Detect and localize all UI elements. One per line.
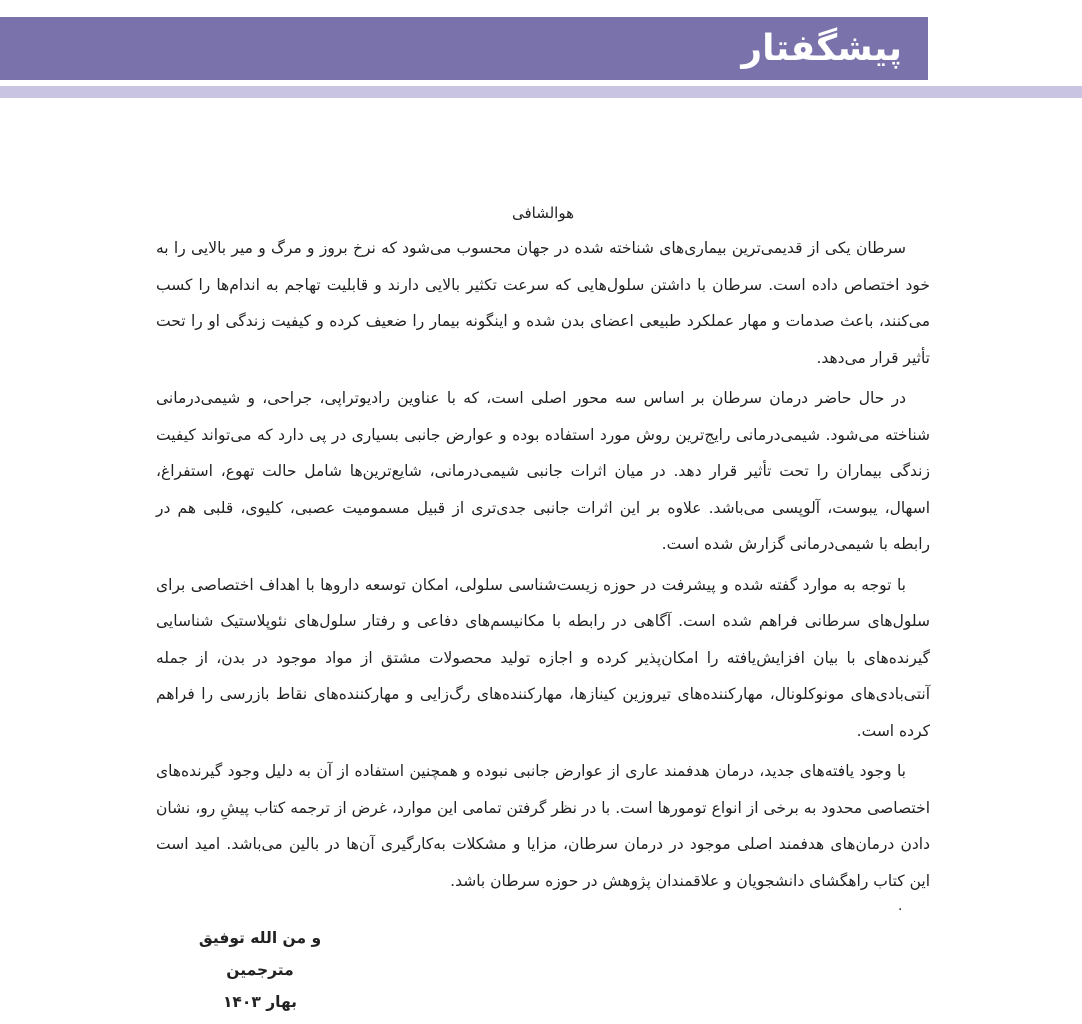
preface-body: [156, 196, 930, 903]
signature-block: [190, 922, 330, 1018]
closing-line: و من الله توفیق: [198, 929, 322, 947]
paragraph-3: با توجه به موارد گفته شده و پیشرفت در حوزه زیست‌شناسی سلولی، امکان توسعه داروها با اهداف اختصاصی برای سلول‌های سرطانی فراهم شده است. آگاهی در رابطه با مکانیسم‌های دفاعی و رفتار سلول‌های نئوپلاستیک شناسایی گیرنده‌های با بیان افزایش‌یافته را امکان‌پذیر کرده و اجازه تولید محصولات مشتق از مواد موجود در بدن، از جمله آنتی‌بادی‌های مونوکلونال، مهارکننده‌های تیروزین کینازها، مهارکننده‌های رگ‌زایی و مهارکننده‌های نقاط بازرسی را فراهم کرده است.: [156, 575, 930, 740]
paragraph-1: سرطان یکی از قدیمی‌ترین بیماری‌های شناخته شده در جهان محسوب می‌شود که نرخ بروز و مرگ و میر بالایی را به خود اختصاص داده است. سرطان با داشتن سلول‌هایی که سرعت تکثیر بالایی دارند و قابلیت تهاجم به اندام‌ها را کسب می‌کنند، باعث صدمات و مهار عملکرد طبیعی اعضای بدن شده و اینگونه بیمار را ضعیف کرده و کیفیت زندگی او را تحت تأثیر قرار می‌دهد.: [156, 239, 930, 367]
header-bar: [0, 17, 928, 80]
stray-mark: .: [898, 898, 903, 914]
paragraph-2: در حال حاضر درمان سرطان بر اساس سه محور اصلی است، که با عناوین رادیوتراپی، جراحی، و شیمی‌درمانی شناخته می‌شود. شیمی‌درمانی رایج‌ترین روش مورد استفاده بوده و عوارض جانبی بسیاری در پی دارد که می‌تواند کیفیت زندگی بیماران را تحت تأثیر قرار دهد. در میان اثرات جانبی شیمی‌درمانی، شایع‌ترین‌ها شامل حالت تهوع، استفراغ، اسهال، یبوست، آلوپسی می‌باشد. علاوه بر این اثرات جانبی جدی‌تری از قبیل مسمومیت عصبی، کلیوی، قلبی هم در رابطه با شیمی‌درمانی گزارش شده است.: [156, 389, 930, 553]
signature-author: مترجمین: [226, 961, 294, 979]
invocation: هوالشافی: [511, 204, 575, 222]
page-title: پیشگفتار: [741, 28, 902, 69]
signature-date: بهار ۱۴۰۳: [222, 993, 298, 1011]
header-divider-strip: [0, 86, 1082, 98]
paragraph-4: با وجود یافته‌های جدید، درمان هدفمند عاری از عوارض جانبی نبوده و همچنین استفاده از آن به دلیل وجود گیرنده‌های اختصاصی محدود به برخی از انواع تومورها است. با در نظر گرفتن تمامی این موارد، غرض از ترجمه کتاب پیشِ رو، نشان دادن درمان‌های هدفمند اصلی موجود در درمان سرطان، مزایا و مشکلات به‌کارگیری آن‌ها در بالین می‌باشد. امید است این کتاب راهگشای دانشجویان و علاقمندان پژوهش در حوزه سرطان باشد.: [156, 762, 930, 890]
